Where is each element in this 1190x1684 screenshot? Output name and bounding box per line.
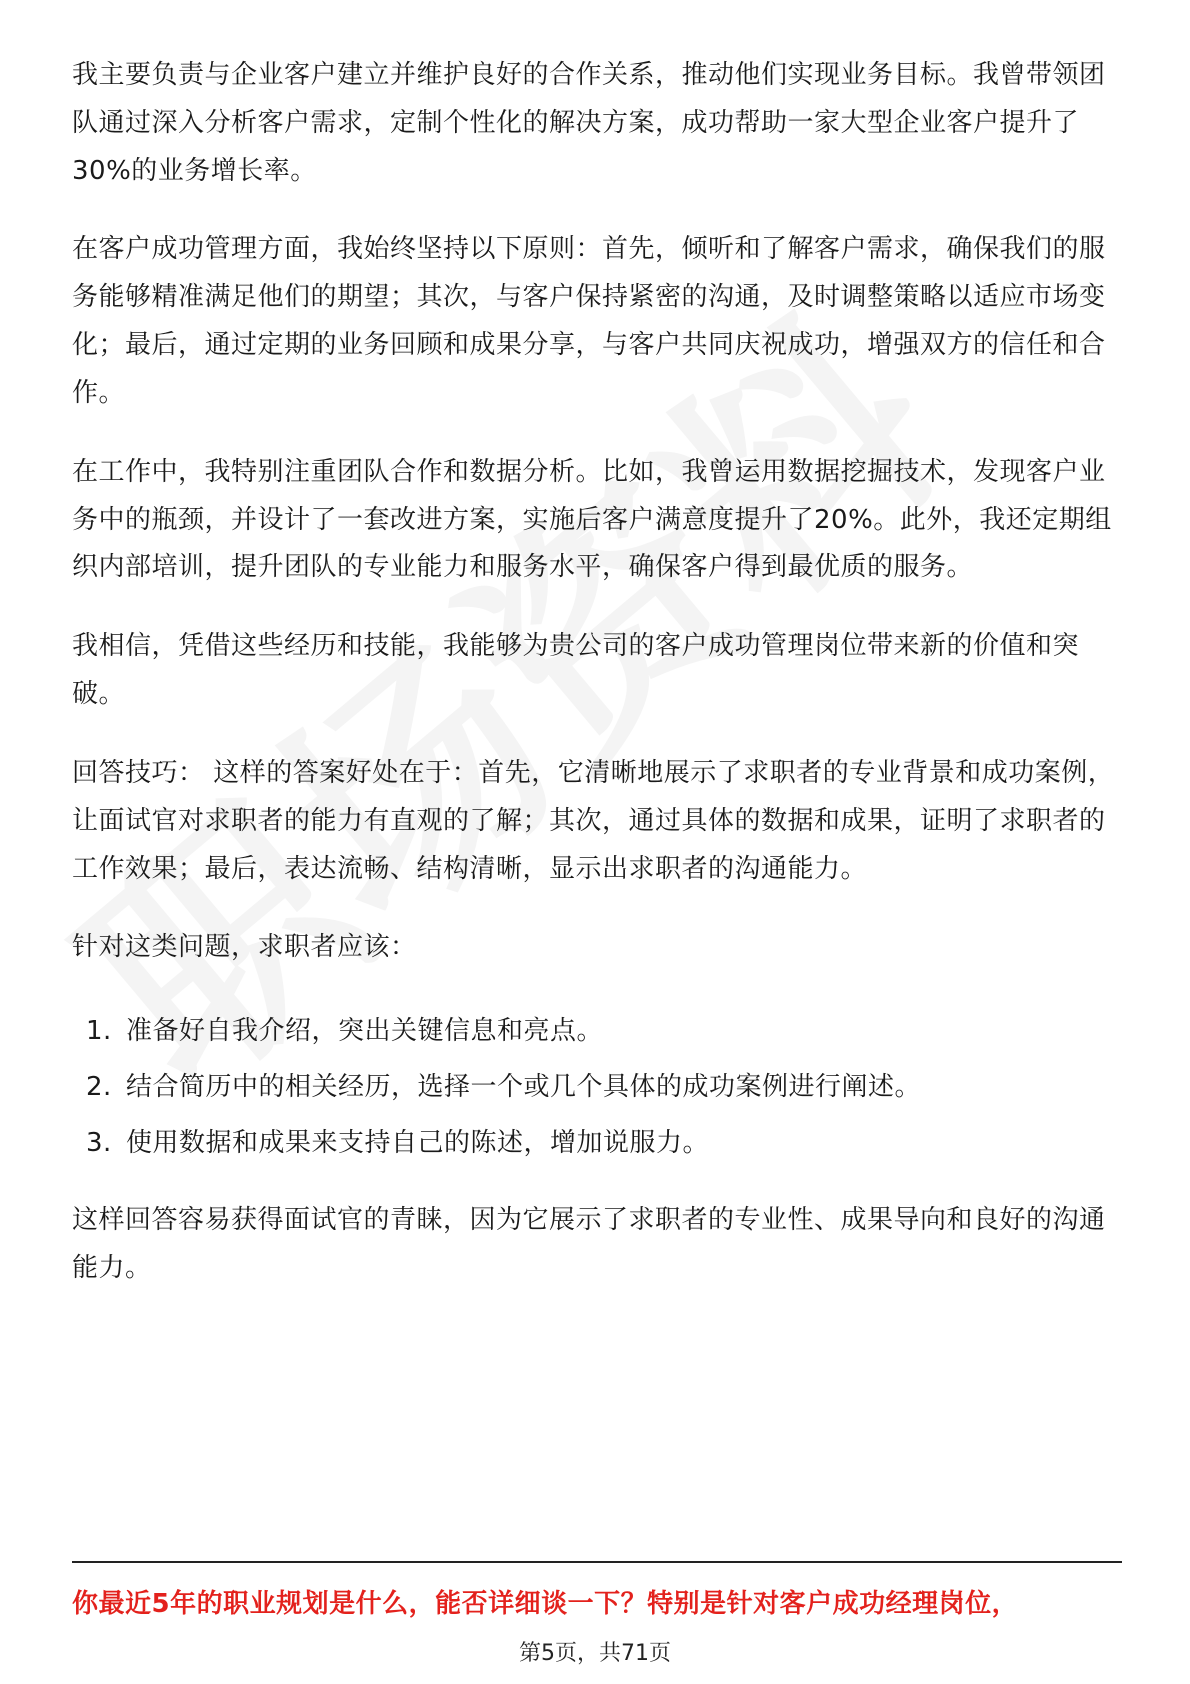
paragraph-belief: 我相信，凭借这些经历和技能，我能够为贵公司的客户成功管理岗位带来新的价值和突破。 xyxy=(72,631,1080,710)
paragraph-teamwork: 在工作中，我特别注重团队合作和数据分析。比如，我曾运用数据挖掘技术，发现客户业务中的瓶颈，并设计了一套改进方案，实施后客户满意度提升了20%。此外，我还定期组织内部培训，提升团队的专业能力和服务水平，确保客户得到最优质的服务。 xyxy=(72,456,1112,583)
list-item-text: 使用数据和成果来支持自己的陈述，增加说服力。 xyxy=(126,1128,710,1159)
list-item xyxy=(72,1003,1122,1059)
paragraph-list-intro: 针对这类问题，求职者应该： xyxy=(72,932,417,963)
list-item xyxy=(72,1115,1122,1171)
section-divider xyxy=(72,1561,1122,1563)
paragraph-experience: 我主要负责与企业客户建立并维护良好的合作关系，推动他们实现业务目标。我曾带领团队通过深入分析客户需求，定制个性化的解决方案，成功帮助一家大型企业客户提升了30%的业务增长率。 xyxy=(72,60,1106,186)
page-number-footer: 第5页，共71页 xyxy=(519,1641,671,1666)
list-item-text: 准备好自我介绍，突出关键信息和亮点。 xyxy=(126,1016,604,1047)
paragraph-closing: 这样回答容易获得面试官的青睐，因为它展示了求职者的专业性、成果导向和良好的沟通能力。 xyxy=(72,1205,1106,1284)
next-question-heading: 你最近5年的职业规划是什么，能否详细谈一下？特别是针对客户成功经理岗位， xyxy=(72,1589,1019,1619)
paragraph-principles: 在客户成功管理方面，我始终坚持以下原则：首先，倾听和了解客户需求，确保我们的服务能够精准满足他们的期望；其次，与客户保持紧密的沟通，及时调整策略以适应市场变化；最后，通过定期的业务回顾和成果分享，与客户共同庆祝成功，增强双方的信任和合作。 xyxy=(72,234,1106,408)
advice-list xyxy=(72,1003,1122,1171)
list-item-number: 1. xyxy=(86,1016,112,1047)
list-item-number: 2. xyxy=(86,1072,112,1103)
list-item-text: 结合简历中的相关经历，选择一个或几个具体的成功案例进行阐述。 xyxy=(126,1072,922,1103)
list-item-number: 3. xyxy=(86,1128,112,1159)
list-item xyxy=(72,1059,1122,1115)
document-body xyxy=(72,52,1122,1324)
paragraph-answer-tips: 回答技巧： 这样的答案好处在于：首先，它清晰地展示了求职者的专业背景和成功案例，让面试官对求职者的能力有直观的了解；其次，通过具体的数据和成果，证明了求职者的工作效果；最后，表达流畅、结构清晰，显示出求职者的沟通能力。 xyxy=(72,757,1115,884)
